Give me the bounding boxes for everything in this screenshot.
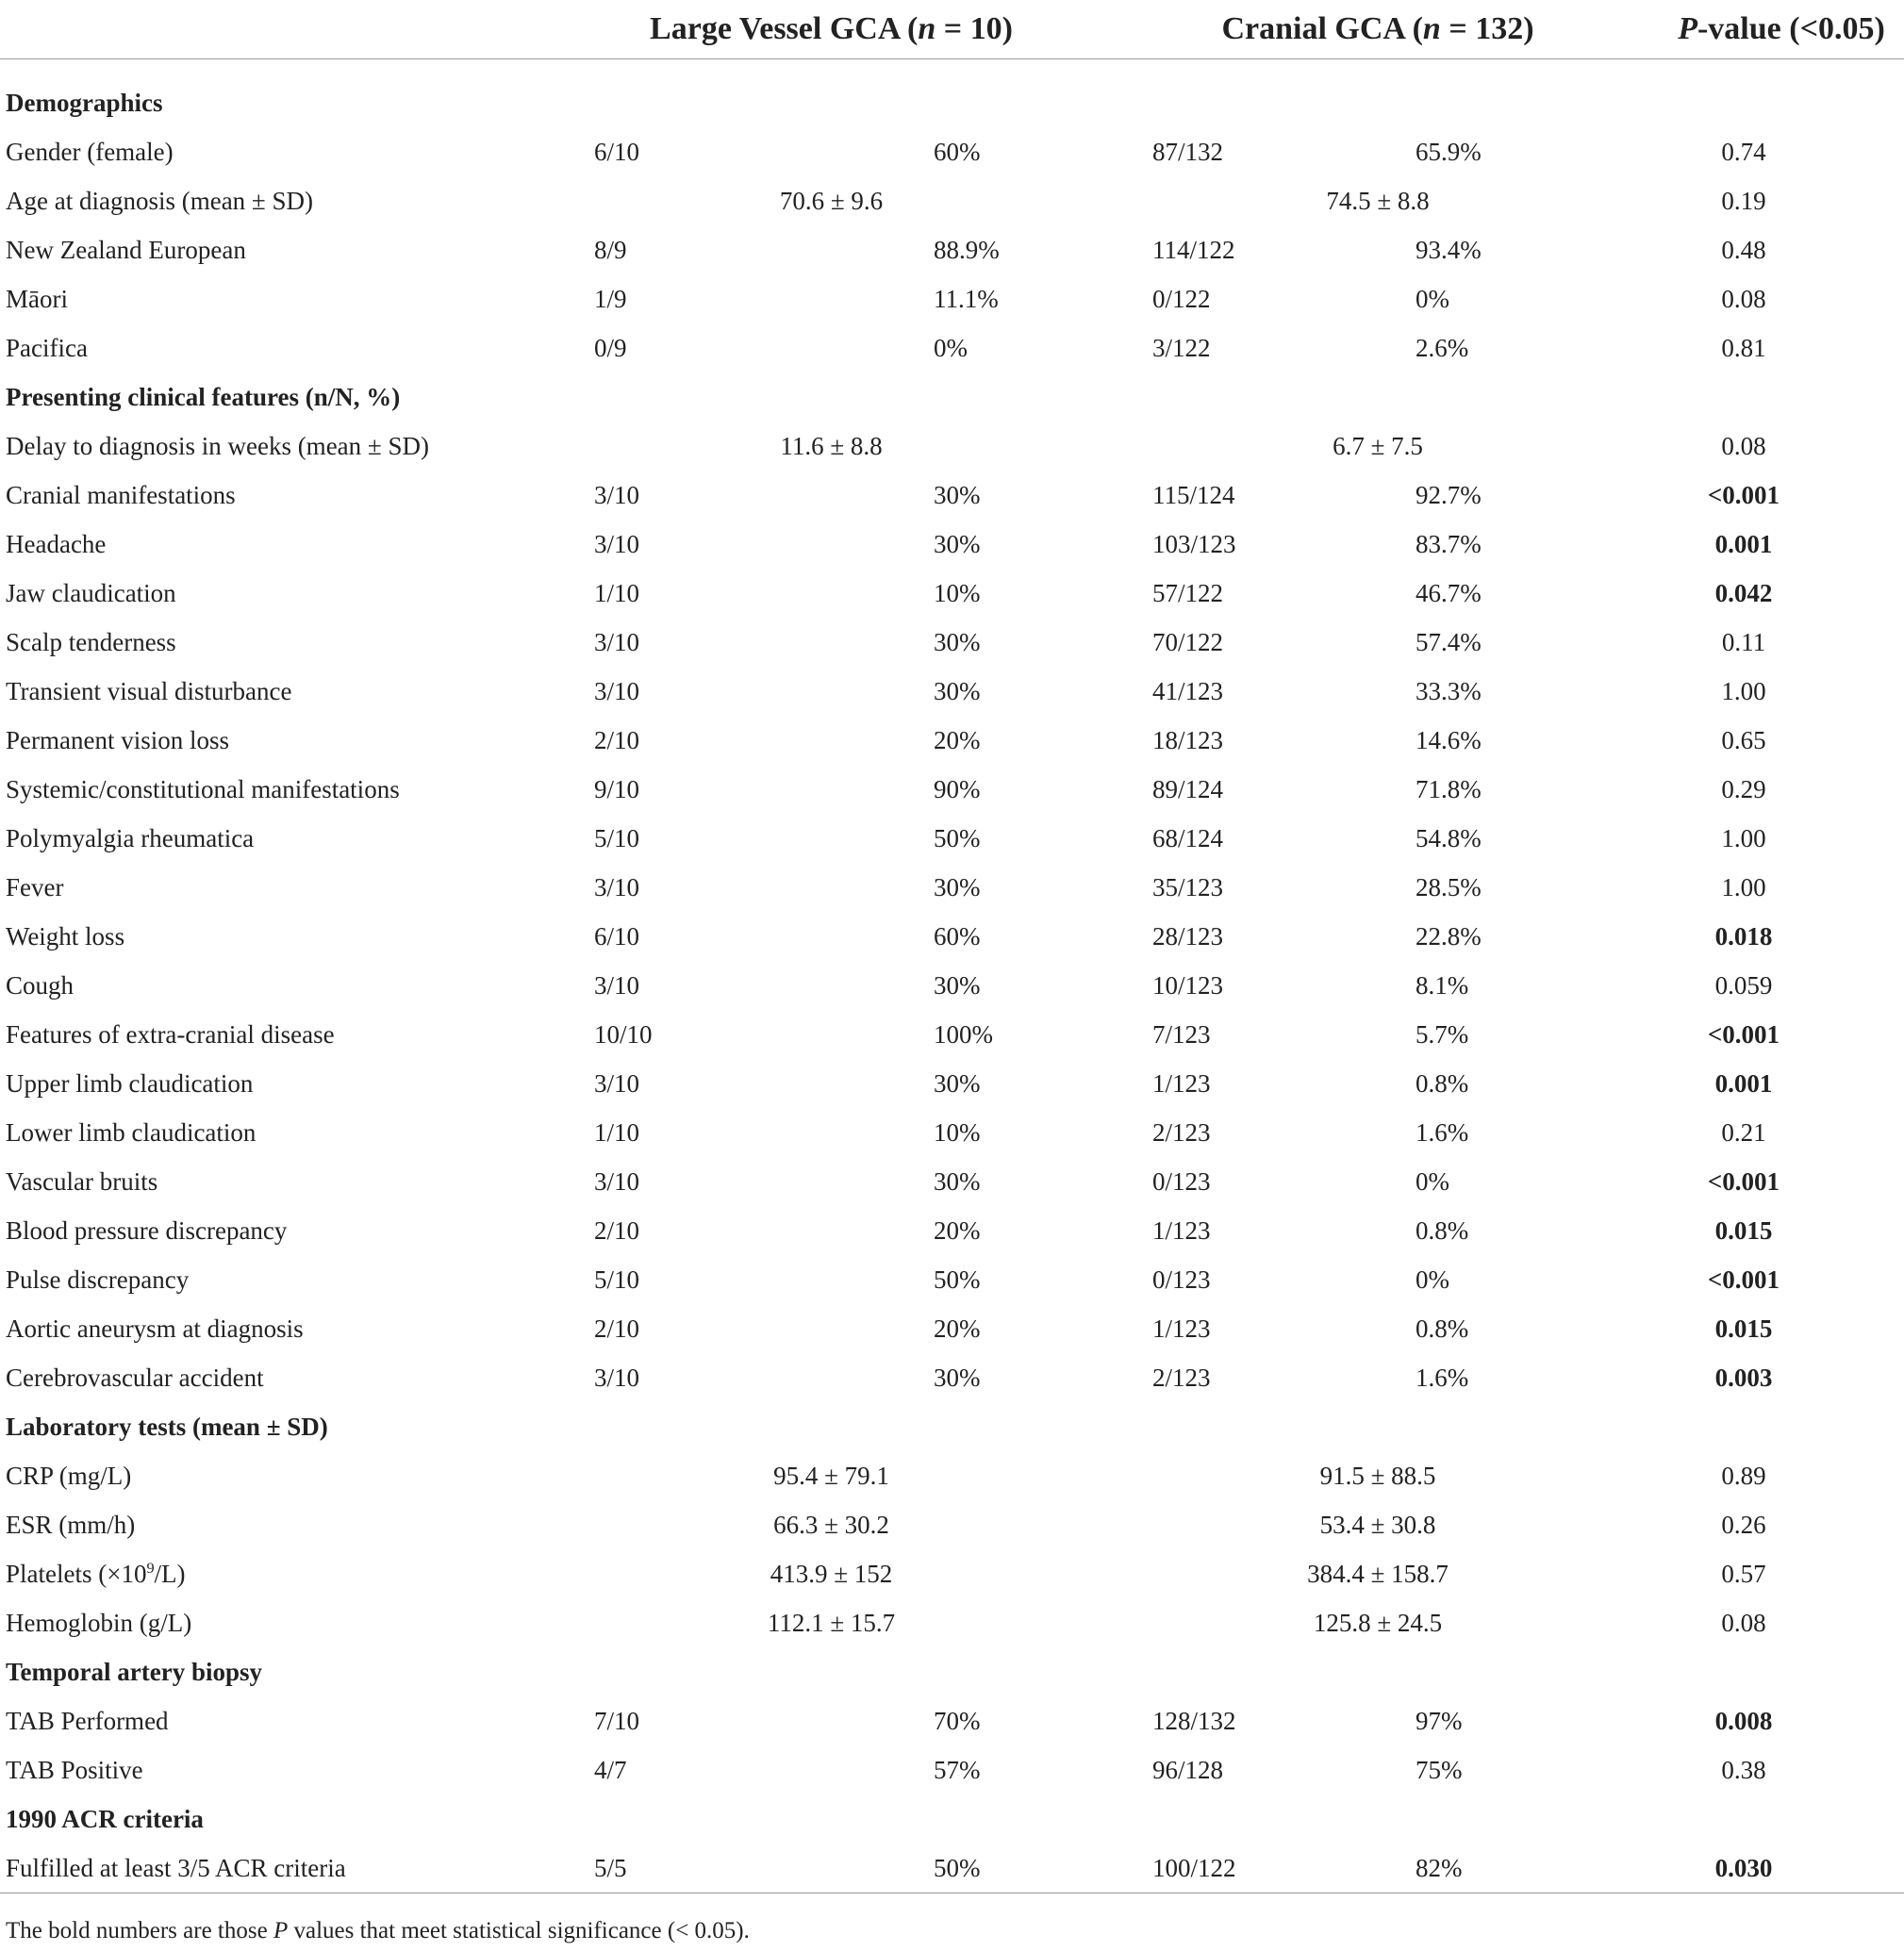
row-label — [0, 1844, 556, 1893]
p-value: 0.08 — [1721, 431, 1766, 460]
p-value: 0.26 — [1721, 1510, 1766, 1539]
p-value: 1.00 — [1721, 823, 1766, 852]
lv-percent: 30% — [934, 480, 981, 509]
lv-count: 2/10 — [594, 1314, 640, 1343]
cranial-percent: 1.6% — [1416, 1117, 1469, 1147]
cranial-count: 103/123 — [1152, 529, 1236, 558]
row-label-text: Scalp tenderness — [6, 627, 176, 656]
table-row — [0, 765, 1904, 814]
footnote-text: The bold numbers are those — [6, 1918, 273, 1943]
row-label — [0, 274, 556, 323]
p-value: <0.001 — [1707, 1019, 1780, 1049]
row-label — [0, 323, 556, 372]
section-row — [0, 1647, 1904, 1696]
row-label — [0, 225, 556, 274]
header-cr-text: Cranial GCA ( — [1221, 11, 1423, 46]
lv-count: 3/10 — [594, 970, 640, 1000]
row-label-text: New Zealand European — [6, 235, 246, 264]
p-value: 0.030 — [1640, 1844, 1904, 1893]
row-label — [0, 1059, 556, 1108]
cranial-percent: 0% — [1416, 284, 1449, 313]
cranial-percent: 65.9% — [1416, 137, 1482, 166]
header-lv-count: = 10) — [935, 11, 1013, 46]
cranial-percent: 1.6% — [1416, 1363, 1469, 1392]
lv-percent: 50% — [934, 823, 981, 852]
cranial-percent: 82% — [1334, 1844, 1640, 1893]
lv-percent: 20% — [934, 725, 981, 754]
footnote-p: P — [273, 1918, 289, 1943]
table-row — [0, 520, 1904, 569]
lv-count: 6/10 — [594, 137, 640, 166]
lv-count: 10/10 — [594, 1019, 653, 1049]
cranial-percent: 0.8% — [1416, 1215, 1469, 1245]
header-p-value — [1640, 0, 1904, 59]
row-label — [0, 814, 556, 863]
lv-count: 7/10 — [594, 1706, 640, 1735]
lv-mean-sd: 11.6 ± 8.8 — [780, 431, 883, 460]
lv-percent: 30% — [934, 529, 981, 558]
cranial-percent: 93.4% — [1416, 235, 1482, 264]
row-label — [0, 1500, 556, 1549]
section-heading: Temporal artery biopsy — [6, 1657, 262, 1686]
lv-count: 3/10 — [594, 1068, 640, 1098]
table-row — [0, 1500, 1904, 1549]
lv-mean-sd: 95.4 ± 79.1 — [773, 1461, 889, 1490]
row-label-text: Upper limb claudication — [6, 1068, 254, 1098]
lv-count: 6/10 — [594, 921, 640, 951]
row-label-text: Pulse discrepancy — [6, 1265, 190, 1294]
p-value: 0.21 — [1721, 1117, 1766, 1147]
row-label-text: Cough — [6, 970, 75, 1000]
table-row — [0, 1451, 1904, 1500]
cranial-mean-sd: 74.5 ± 8.8 — [1326, 186, 1430, 215]
row-label — [0, 716, 556, 765]
row-label-text: Permanent vision loss — [6, 725, 229, 754]
p-value: 1.00 — [1721, 676, 1766, 705]
lv-count: 3/10 — [594, 627, 640, 656]
row-label-text: Māori — [6, 284, 68, 313]
row-label-text: Platelets (×10 — [6, 1559, 147, 1588]
row-label — [0, 1255, 556, 1304]
cranial-percent: 54.8% — [1416, 823, 1482, 852]
row-label — [0, 1206, 556, 1255]
cranial-count: 57/122 — [1152, 578, 1224, 607]
cranial-percent: 0% — [1416, 1265, 1449, 1294]
p-value: 0.38 — [1721, 1755, 1766, 1784]
lv-percent: 90% — [934, 774, 981, 803]
cranial-count: 1/123 — [1152, 1314, 1211, 1343]
cranial-percent: 8.1% — [1416, 970, 1469, 1000]
row-label — [0, 520, 556, 569]
cranial-count: 28/123 — [1152, 921, 1224, 951]
lv-percent: 50% — [683, 1844, 1144, 1893]
table-row — [0, 1206, 1904, 1255]
p-value: 0.08 — [1721, 284, 1766, 313]
lv-percent: 20% — [934, 1314, 981, 1343]
row-label — [0, 471, 556, 520]
table-row — [0, 1353, 1904, 1402]
row-label — [0, 1304, 556, 1353]
section-heading: Presenting clinical features (n/N, %) — [6, 382, 401, 411]
row-label-text: Delay to diagnosis in weeks (mean ± SD) — [6, 431, 429, 460]
p-value: 0.001 — [1714, 1068, 1773, 1098]
row-label — [0, 1745, 556, 1794]
cranial-percent: 0.8% — [1416, 1068, 1469, 1098]
header-p-text: -value (<0.05) — [1697, 11, 1885, 46]
footnote — [6, 1918, 750, 1944]
header-cr-count: = 132) — [1440, 11, 1534, 46]
p-value: 0.059 — [1714, 970, 1773, 1000]
cranial-mean-sd: 53.4 ± 30.8 — [1319, 1510, 1436, 1539]
row-label-text-end: /L) — [154, 1559, 186, 1588]
row-label-text: Jaw claudication — [6, 578, 176, 607]
table-row — [0, 1696, 1904, 1745]
lv-count: 9/10 — [594, 774, 640, 803]
cranial-mean-sd: 6.7 ± 7.5 — [1333, 431, 1423, 460]
table-row — [0, 1304, 1904, 1353]
cranial-percent: 14.6% — [1416, 725, 1482, 754]
lv-percent: 20% — [934, 1215, 981, 1245]
header-blank — [0, 0, 556, 59]
p-value: 0.89 — [1721, 1461, 1766, 1490]
cranial-count: 114/122 — [1152, 235, 1235, 264]
lv-count: 1/9 — [594, 284, 627, 313]
row-label-text: Weight loss — [6, 921, 125, 951]
table-row — [0, 961, 1904, 1010]
lv-percent: 60% — [934, 921, 981, 951]
table-row — [0, 1010, 1904, 1059]
lv-percent: 70% — [934, 1706, 981, 1735]
row-label-text: Fever — [6, 872, 64, 901]
cranial-percent: 2.6% — [1416, 333, 1469, 362]
row-label — [0, 1108, 556, 1157]
cranial-percent: 57.4% — [1416, 627, 1482, 656]
p-value: 0.008 — [1714, 1706, 1773, 1735]
row-label — [0, 961, 556, 1010]
p-value: 0.015 — [1714, 1314, 1773, 1343]
row-label-text: Blood pressure discrepancy — [6, 1215, 288, 1245]
row-label-text: Polymyalgia rheumatica — [6, 823, 255, 852]
table-row — [0, 814, 1904, 863]
table-row — [0, 422, 1904, 471]
lv-percent: 100% — [934, 1019, 993, 1049]
cranial-percent: 5.7% — [1416, 1019, 1469, 1049]
p-value: 0.48 — [1721, 235, 1766, 264]
cranial-count: 2/123 — [1152, 1363, 1211, 1392]
lv-percent: 88.9% — [934, 235, 1000, 264]
table-row — [0, 127, 1904, 176]
lv-percent: 0% — [934, 333, 968, 362]
table-row — [0, 1745, 1904, 1794]
table-row — [0, 1844, 1904, 1893]
lv-percent: 30% — [934, 627, 981, 656]
row-label — [0, 422, 556, 471]
cranial-count: 0/123 — [1152, 1166, 1211, 1196]
row-label-text: Headache — [6, 529, 107, 558]
p-value: 0.018 — [1714, 921, 1773, 951]
row-label-text: TAB Positive — [6, 1755, 143, 1784]
cranial-count: 100/122 — [1144, 1844, 1334, 1893]
p-value: 0.015 — [1714, 1215, 1773, 1245]
row-label — [0, 569, 556, 618]
p-value: 0.08 — [1721, 1608, 1766, 1637]
lv-count: 4/7 — [594, 1755, 627, 1784]
lv-count: 5/10 — [594, 823, 640, 852]
p-value: 0.19 — [1721, 186, 1766, 215]
cranial-percent: 71.8% — [1416, 774, 1482, 803]
row-label-text: Cerebrovascular accident — [6, 1363, 264, 1392]
lv-count: 3/10 — [594, 1166, 640, 1196]
cranial-count: 2/123 — [1152, 1117, 1211, 1147]
lv-percent: 57% — [934, 1755, 981, 1784]
lv-percent: 11.1% — [934, 284, 999, 313]
section-heading: 1990 ACR criteria — [6, 1804, 204, 1833]
cranial-count: 0/122 — [1152, 284, 1211, 313]
row-label-text: Vascular bruits — [6, 1166, 158, 1196]
lv-mean-sd: 413.9 ± 152 — [770, 1559, 893, 1588]
row-label — [0, 863, 556, 912]
table-row — [0, 176, 1904, 225]
row-label-text: ESR (mm/h) — [6, 1510, 136, 1539]
cranial-count: 1/123 — [1152, 1068, 1211, 1098]
p-value: 0.003 — [1714, 1363, 1773, 1392]
p-value: 0.81 — [1721, 333, 1766, 362]
header-cr-n: n — [1422, 11, 1441, 46]
cranial-percent: 33.3% — [1416, 676, 1482, 705]
row-label — [0, 1451, 556, 1500]
header-lv-text: Large Vessel GCA ( — [650, 11, 919, 46]
lv-count: 3/10 — [594, 529, 640, 558]
row-label-text: Cranial manifestations — [6, 480, 236, 509]
header-cranial — [1144, 0, 1640, 59]
cranial-count: 89/124 — [1152, 774, 1224, 803]
cranial-count: 3/122 — [1152, 333, 1211, 362]
section-row — [0, 1794, 1904, 1844]
cranial-count: 18/123 — [1152, 725, 1224, 754]
cranial-mean-sd: 384.4 ± 158.7 — [1307, 1559, 1449, 1588]
cranial-percent: 0% — [1416, 1166, 1449, 1196]
header-lv-n: n — [918, 11, 936, 46]
section-row — [0, 372, 1904, 422]
row-label-text: Systemic/constitutional manifestations — [6, 774, 400, 803]
p-value: 0.001 — [1714, 529, 1773, 558]
cranial-count: 87/132 — [1152, 137, 1224, 166]
cranial-percent: 28.5% — [1416, 872, 1482, 901]
cranial-count: 70/122 — [1152, 627, 1224, 656]
p-value: 0.11 — [1721, 627, 1766, 656]
cranial-percent: 92.7% — [1416, 480, 1482, 509]
cranial-percent: 0.8% — [1416, 1314, 1469, 1343]
table-body — [0, 59, 1904, 1893]
cranial-percent: 83.7% — [1416, 529, 1482, 558]
footnote-text-end: values that meet statistical significance (< 0.05). — [288, 1918, 750, 1943]
cranial-count: 115/124 — [1152, 480, 1235, 509]
table-row — [0, 618, 1904, 667]
header-p-letter: P — [1678, 11, 1697, 46]
table-row — [0, 1157, 1904, 1206]
cranial-percent: 97% — [1416, 1706, 1463, 1735]
table-row — [0, 274, 1904, 323]
lv-mean-sd: 112.1 ± 15.7 — [767, 1608, 896, 1637]
row-label — [0, 1696, 556, 1745]
row-label — [0, 1549, 556, 1598]
lv-count: 1/10 — [594, 578, 640, 607]
p-value: 0.29 — [1721, 774, 1766, 803]
lv-percent: 30% — [934, 1068, 981, 1098]
row-label-text: Fulfilled at least 3/5 ACR criteria — [6, 1853, 346, 1882]
lv-percent: 30% — [934, 1166, 981, 1196]
lv-count: 0/9 — [594, 333, 627, 362]
row-label-superscript: 9 — [146, 1559, 155, 1577]
row-label — [0, 1157, 556, 1206]
row-label-text: Hemoglobin (g/L) — [6, 1608, 192, 1637]
p-value: 0.042 — [1714, 578, 1773, 607]
table-row — [0, 569, 1904, 618]
lv-percent: 30% — [934, 676, 981, 705]
table-row — [0, 1108, 1904, 1157]
cranial-percent: 46.7% — [1416, 578, 1482, 607]
p-value: 0.74 — [1721, 137, 1766, 166]
section-row — [0, 1402, 1904, 1451]
cranial-count: 10/123 — [1152, 970, 1224, 1000]
row-label-text: Lower limb claudication — [6, 1117, 257, 1147]
row-label-text: CRP (mg/L) — [6, 1461, 132, 1490]
lv-count: 3/10 — [594, 1363, 640, 1392]
lv-percent: 60% — [934, 137, 981, 166]
row-label-text: TAB Performed — [6, 1706, 169, 1735]
section-heading: Demographics — [6, 88, 163, 117]
table-row — [0, 225, 1904, 274]
table-row — [0, 1059, 1904, 1108]
lv-count: 5/5 — [556, 1844, 683, 1893]
cranial-mean-sd: 91.5 ± 88.5 — [1319, 1461, 1436, 1490]
cranial-count: 128/132 — [1152, 1706, 1236, 1735]
row-label-text: Age at diagnosis (mean ± SD) — [6, 186, 314, 215]
row-label — [0, 667, 556, 716]
p-value: <0.001 — [1707, 1265, 1780, 1294]
header-large-vessel — [556, 0, 1144, 59]
table-row — [0, 912, 1904, 961]
p-value: 0.57 — [1721, 1559, 1766, 1588]
cranial-count: 7/123 — [1152, 1019, 1211, 1049]
lv-count: 1/10 — [594, 1117, 640, 1147]
table-row — [0, 1549, 1904, 1598]
cranial-count: 1/123 — [1152, 1215, 1211, 1245]
cranial-percent: 22.8% — [1416, 921, 1482, 951]
row-label-text: Gender (female) — [6, 137, 174, 166]
p-value: 0.65 — [1721, 725, 1766, 754]
table-row — [0, 1255, 1904, 1304]
row-label — [0, 1598, 556, 1647]
row-label-text: Transient visual disturbance — [6, 676, 292, 705]
table-row — [0, 323, 1904, 372]
p-value: <0.001 — [1707, 480, 1780, 509]
row-label — [0, 765, 556, 814]
table-row — [0, 1598, 1904, 1647]
table-row — [0, 716, 1904, 765]
section-row — [0, 59, 1904, 128]
header-row — [0, 0, 1904, 59]
lv-percent: 30% — [934, 1363, 981, 1392]
lv-percent: 50% — [934, 1265, 981, 1294]
row-label-text: Pacifica — [6, 333, 88, 362]
lv-count: 2/10 — [594, 725, 640, 754]
lv-mean-sd: 66.3 ± 30.2 — [773, 1510, 889, 1539]
lv-mean-sd: 70.6 ± 9.6 — [779, 186, 884, 215]
row-label-text: Features of extra-cranial disease — [6, 1019, 335, 1049]
row-label — [0, 1010, 556, 1059]
table-row — [0, 863, 1904, 912]
section-heading: Laboratory tests (mean ± SD) — [6, 1412, 328, 1441]
row-label — [0, 127, 556, 176]
table-row — [0, 471, 1904, 520]
cranial-count: 0/123 — [1152, 1265, 1211, 1294]
row-label — [0, 1353, 556, 1402]
cranial-percent: 75% — [1416, 1755, 1463, 1784]
lv-percent: 10% — [934, 578, 981, 607]
lv-percent: 10% — [934, 1117, 981, 1147]
cranial-mean-sd: 125.8 ± 24.5 — [1313, 1608, 1443, 1637]
lv-count: 3/10 — [594, 676, 640, 705]
lv-count: 5/10 — [594, 1265, 640, 1294]
lv-count: 8/9 — [594, 235, 627, 264]
cranial-count: 41/123 — [1152, 676, 1224, 705]
table-row — [0, 667, 1904, 716]
lv-count: 3/10 — [594, 480, 640, 509]
p-value: <0.001 — [1707, 1166, 1780, 1196]
cranial-count: 35/123 — [1152, 872, 1224, 901]
cranial-count: 68/124 — [1152, 823, 1224, 852]
row-label — [0, 176, 556, 225]
row-label — [0, 912, 556, 961]
lv-percent: 30% — [934, 872, 981, 901]
row-label-text: Aortic aneurysm at diagnosis — [6, 1314, 304, 1343]
p-value: 1.00 — [1721, 872, 1766, 901]
lv-count: 2/10 — [594, 1215, 640, 1245]
row-label — [0, 618, 556, 667]
lv-percent: 30% — [934, 970, 981, 1000]
cranial-count: 96/128 — [1152, 1755, 1224, 1784]
lv-count: 3/10 — [594, 872, 640, 901]
